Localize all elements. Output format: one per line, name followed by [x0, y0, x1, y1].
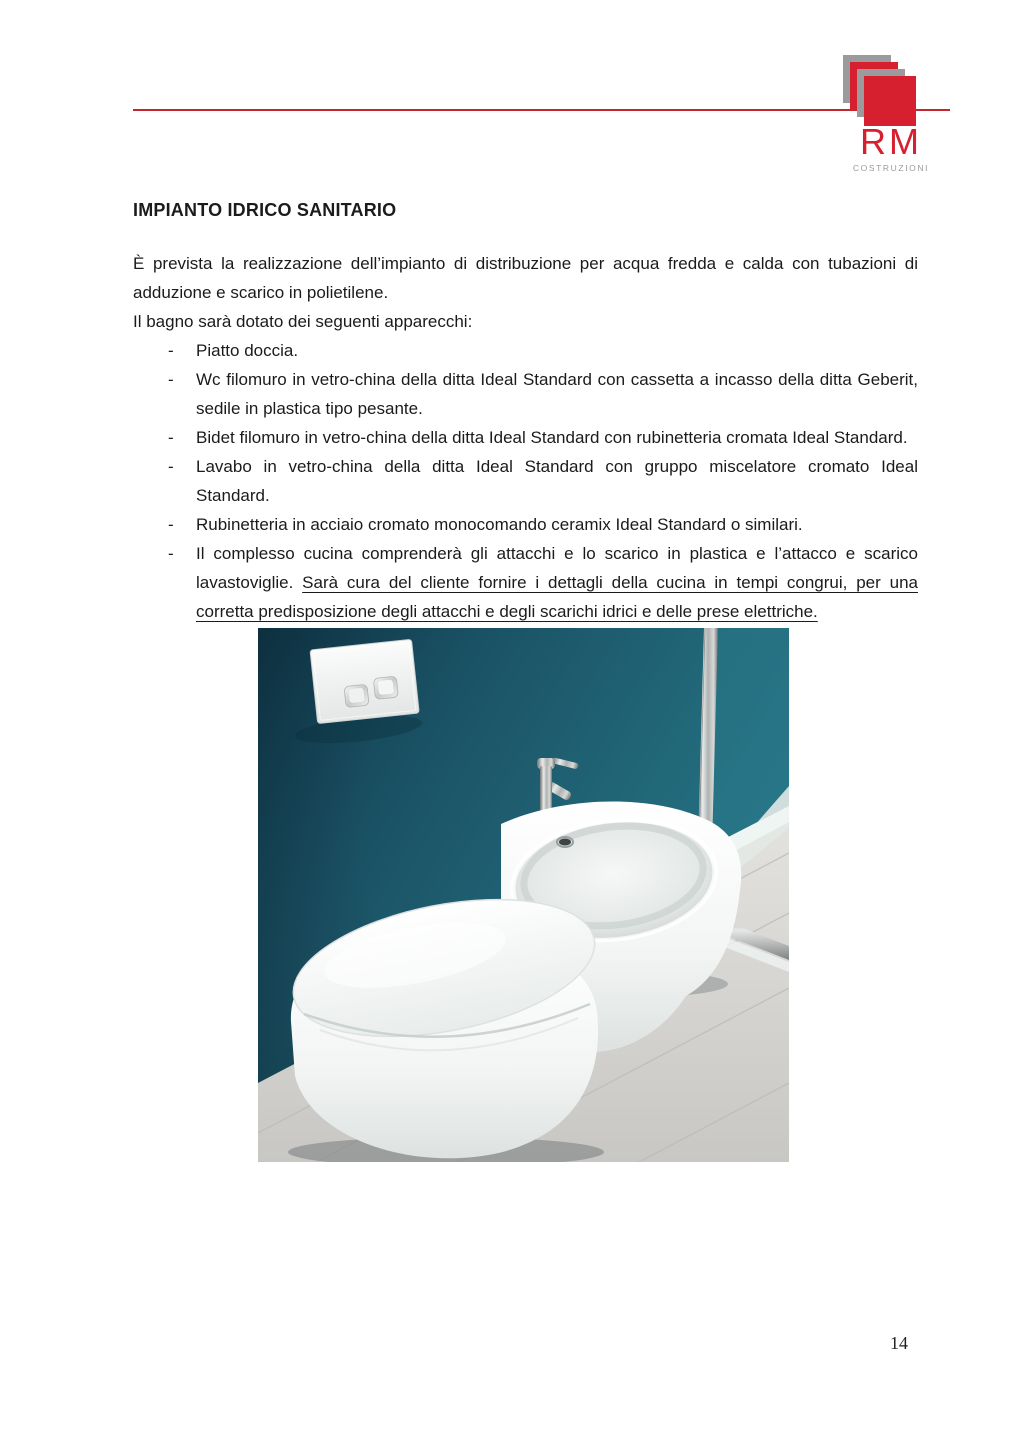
list-marker: -: [168, 428, 174, 447]
page-number: 14: [890, 1333, 908, 1353]
list-item-underlined-text: Sarà cura del cliente fornire i dettagli della cucina in tempi congrui, per una corretta predisposizione degli attacchi e degli scarichi idrici e delle prese elettriche.: [196, 573, 918, 621]
logo-text: RM: [860, 121, 922, 162]
list-marker: -: [168, 341, 174, 360]
list-marker: -: [168, 457, 174, 476]
list-marker: -: [168, 515, 174, 534]
logo-square-front: [864, 76, 916, 126]
list-item-text: Bidet filomuro in vetro-china della ditta Ideal Standard con rubinetteria cromata Ideal Standard.: [196, 428, 908, 447]
page-title: IMPIANTO IDRICO SANITARIO: [133, 200, 397, 220]
company-logo: [843, 55, 929, 185]
list-item-text: Rubinetteria in acciaio cromato monocomando ceramix Ideal Standard o similari.: [196, 515, 803, 534]
list-item-text: Wc filomuro in vetro-china della ditta Ideal Standard con cassetta a incasso della ditta Geberit, sedile in plastica tipo pesante.: [196, 370, 918, 418]
list-item: [133, 336, 918, 365]
intro-paragraph: È prevista la realizzazione dell’impianto di distribuzione per acqua fredda e calda con tubazioni di adduzione e scarico in polietilene.: [133, 254, 918, 302]
header-rule: [133, 109, 950, 111]
flush-button-small: [344, 684, 369, 707]
fixtures-list: [133, 336, 918, 626]
list-marker: -: [168, 370, 174, 389]
list-item-text: Piatto doccia.: [196, 341, 299, 360]
list-item: [133, 510, 918, 539]
list-marker: -: [168, 544, 174, 563]
bathroom-photo: [258, 628, 789, 1162]
list-item: [133, 423, 918, 452]
list-item-text: Lavabo in vetro-china della ditta Ideal Standard con gruppo miscelatore cromato Ideal Standard.: [196, 457, 918, 505]
content-block: [133, 199, 918, 1162]
list-item: [133, 539, 918, 626]
flush-button-large: [373, 676, 398, 699]
logo-subtext: COSTRUZIONI: [852, 163, 930, 173]
intro-line: Il bagno sarà dotato dei seguenti apparecchi:: [133, 312, 473, 331]
list-item: [133, 452, 918, 510]
list-item: [133, 365, 918, 423]
list-item-text: Il complesso cucina comprenderà gli attacchi e lo scarico in plastica e l’attacco e scarico lavastoviglie.: [196, 544, 918, 592]
